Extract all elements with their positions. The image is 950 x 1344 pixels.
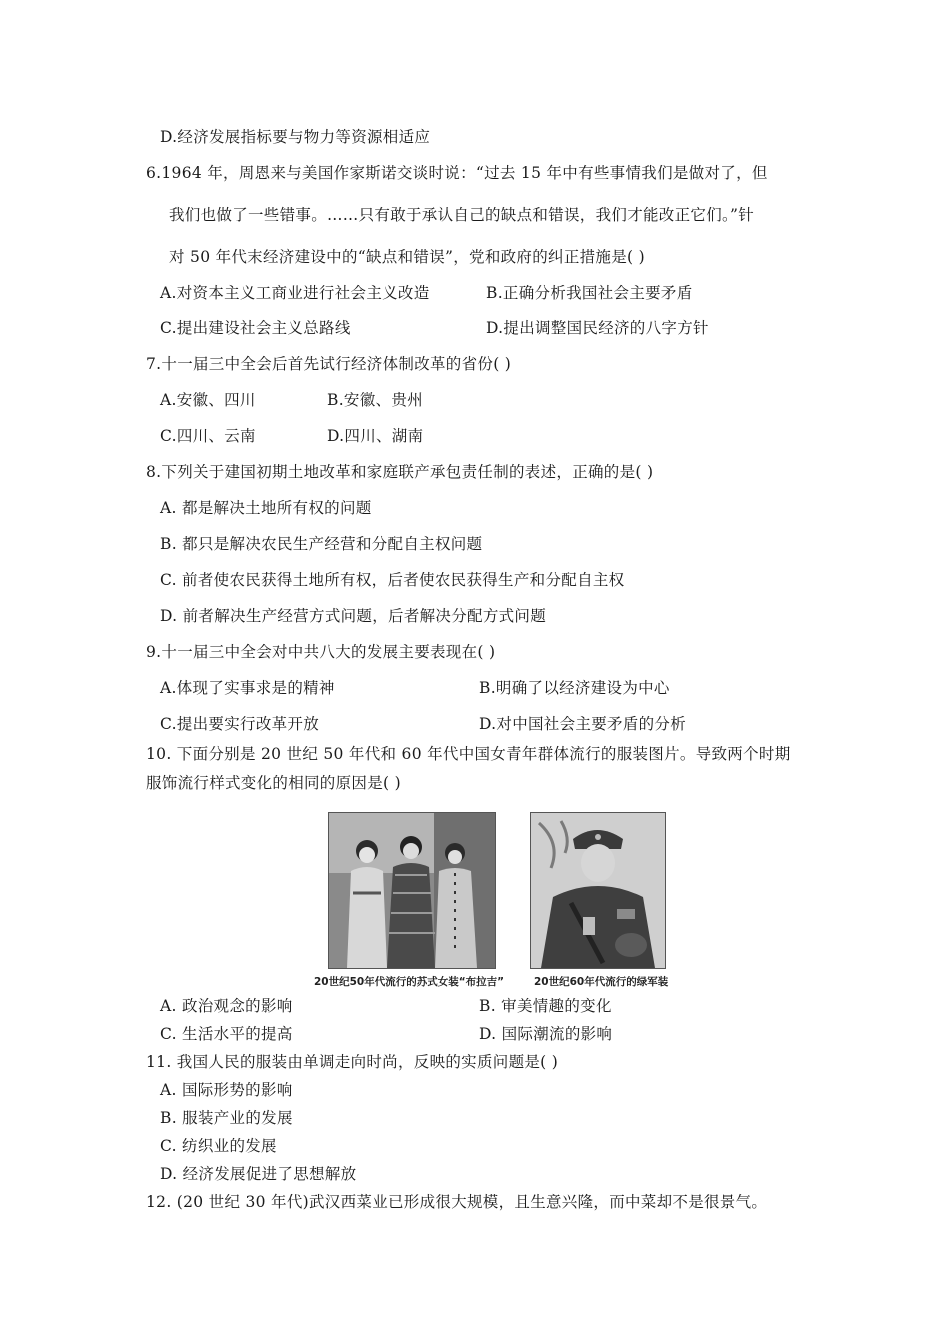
- q11-option-b: B. 服装产业的发展: [160, 1109, 293, 1127]
- q7-option-d: D.四川、湖南: [327, 427, 424, 445]
- q11-option-c: C. 纺织业的发展: [160, 1137, 277, 1155]
- q10-option-c: C. 生活水平的提高: [160, 1025, 293, 1043]
- photo-1950s-bulaji-dresses: [328, 812, 496, 969]
- q10-stem-line1: 10. 下面分别是 20 世纪 50 年代和 60 年代中国女青年群体流行的服装图片。导致两个时期: [146, 745, 791, 763]
- q7-option-c: C.四川、云南: [160, 427, 256, 445]
- q5-option-d: D.经济发展指标要与物力等资源相适应: [160, 128, 431, 146]
- q8-option-a: A. 都是解决土地所有权的问题: [160, 499, 372, 517]
- q6-option-b: B.正确分析我国社会主要矛盾: [486, 284, 693, 302]
- q9-stem: 9.十一届三中全会对中共八大的发展主要表现在( ): [146, 643, 496, 661]
- q6-stem-line2: 我们也做了一些错事。……只有敢于承认自己的缺点和错误，我们才能改正它们。”针: [169, 206, 755, 224]
- q11-stem: 11. 我国人民的服装由单调走向时尚，反映的实质问题是( ): [146, 1053, 559, 1071]
- q8-option-c: C. 前者使农民获得土地所有权，后者使农民获得生产和分配自主权: [160, 571, 625, 589]
- caption-left: 20世纪50年代流行的苏式女装“布拉吉”: [314, 976, 505, 988]
- q10-option-d: D. 国际潮流的影响: [479, 1025, 613, 1043]
- q8-stem: 8.下列关于建国初期土地改革和家庭联产承包责任制的表述，正确的是( ): [146, 463, 654, 481]
- q7-option-a: A.安徽、四川: [160, 391, 256, 409]
- q7-option-b: B.安徽、贵州: [327, 391, 423, 409]
- q6-option-c: C.提出建设社会主义总路线: [160, 319, 351, 337]
- q9-option-d: D.对中国社会主要矛盾的分析: [479, 715, 687, 733]
- q11-option-d: D. 经济发展促进了思想解放: [160, 1165, 357, 1183]
- q6-option-a: A.对资本主义工商业进行社会主义改造: [160, 284, 430, 302]
- q9-option-c: C.提出要实行改革开放: [160, 715, 320, 733]
- q9-option-b: B.明确了以经济建设为中心: [479, 679, 670, 697]
- q10-stem-line2: 服饰流行样式变化的相同的原因是( ): [146, 774, 401, 792]
- q6-option-d: D.提出调整国民经济的八字方针: [486, 319, 709, 337]
- q10-option-a: A. 政治观念的影响: [160, 997, 293, 1015]
- q9-option-a: A.体现了实事求是的精神: [160, 679, 335, 697]
- q7-stem: 7.十一届三中全会后首先试行经济体制改革的省份( ): [146, 355, 512, 373]
- photo-1960s-green-army-uniform: [530, 812, 666, 969]
- q6-stem-line1: 6.1964 年，周恩来与美国作家斯诺交谈时说：“过去 15 年中有些事情我们是做对了，但: [146, 164, 768, 182]
- q10-option-b: B. 审美情趣的变化: [479, 997, 612, 1015]
- q12-stem: 12. (20 世纪 30 年代)武汉西菜业已形成很大规模，且生意兴隆，而中菜却不是很景气。: [146, 1193, 768, 1211]
- q10-figure: [314, 812, 669, 990]
- q6-stem-line3: 对 50 年代末经济建设中的“缺点和错误”，党和政府的纠正措施是( ): [169, 248, 645, 266]
- q8-option-b: B. 都只是解决农民生产经营和分配自主权问题: [160, 535, 483, 553]
- q11-option-a: A. 国际形势的影响: [160, 1081, 293, 1099]
- q8-option-d: D. 前者解决生产经营方式问题，后者解决分配方式问题: [160, 607, 547, 625]
- caption-right: 20世纪60年代流行的绿军装: [534, 976, 669, 988]
